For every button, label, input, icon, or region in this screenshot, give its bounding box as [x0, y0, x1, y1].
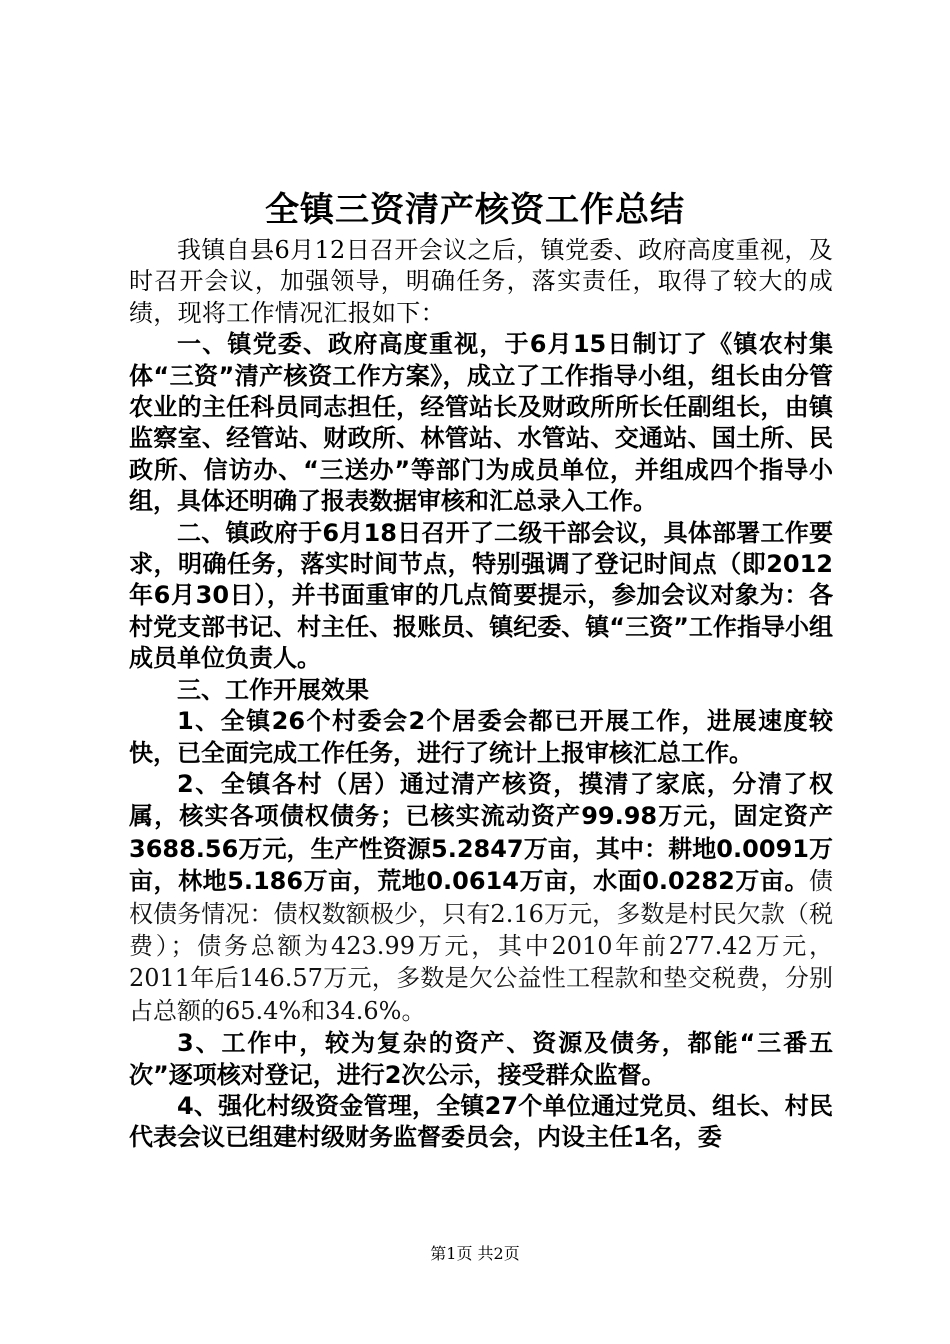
paragraph-section-1: 一、镇党委、政府高度重视，于6月15日制订了《镇农村集体“三资”清产核资工作方案》，成立了工作指导小组，组长由分管农业的主任科员同志担任，经管站长及财政所所长任副组长，由镇监察室、经管站、财政所、林管站、水管站、交通站、国土所、民政所、信访办、“三送办”等部门为成员单位，并组成四个指导小组，具体还明确了报表数据审核和汇总录入工作。 — [129, 330, 833, 516]
paragraph-item-1: 1、全镇26个村委会2个居委会都已开展工作，进展速度较快，已全面完成工作任务，进行了统计上报审核汇总工作。 — [129, 707, 833, 767]
paragraph-item-2-assets: 2、全镇各村（居）通过清产核资，摸清了家底，分清了权属，核实各项债权债务；已核实流动资产99.98万元，固定资产3688.56万元，生产性资源5.2847万亩，其中：耕地0.0091万亩，林地5.186万亩，荒地0.0614万亩，水面0.0282万亩。 — [129, 769, 833, 896]
paragraph-item-3: 3、工作中，较为复杂的资产、资源及债务，都能“三番五次”逐项核对登记，进行2次公示，接受群众监督。 — [129, 1029, 833, 1089]
paragraph-intro: 我镇自县6月12日召开会议之后，镇党委、政府高度重视，及时召开会议，加强领导，明确任务，落实责任，取得了较大的成绩，现将工作情况汇报如下： — [129, 236, 833, 327]
paragraph-item-4: 4、强化村级资金管理，全镇27个单位通过党员、组长、村民代表会议已组建村级财务监督委员会，内设主任1名，委 — [129, 1091, 833, 1152]
page-footer: 第1页 共2页 — [430, 1244, 520, 1263]
paragraph-section-3-heading: 三、工作开展效果 — [177, 675, 369, 704]
paragraph-section-2: 二、镇政府于6月18日召开了二级干部会议，具体部署工作要求，明确任务，落实时间节点，特别强调了登记时间点（即2012年6月30日），并书面重审的几点简要提示，参加会议对象为：各村党支部书记、村主任、报账员、镇纪委、镇“三资”工作指导小组成员单位负责人。 — [129, 518, 833, 673]
document-body — [129, 235, 833, 1154]
document-title: 全镇三资清产核资工作总结 — [265, 190, 685, 230]
paragraph-item-2-debts: 债权债务情况：债权数额极少，只有2.16万元，多数是村民欠款（税费）；债务总额为423.99万元，其中2010年前277.42万元，2011年后146.57万元，多数是欠公益性工程款和垫交税费，分别占总额的65.4%和34.6%。 — [129, 867, 833, 1025]
paragraph-item-2 — [129, 769, 833, 1028]
